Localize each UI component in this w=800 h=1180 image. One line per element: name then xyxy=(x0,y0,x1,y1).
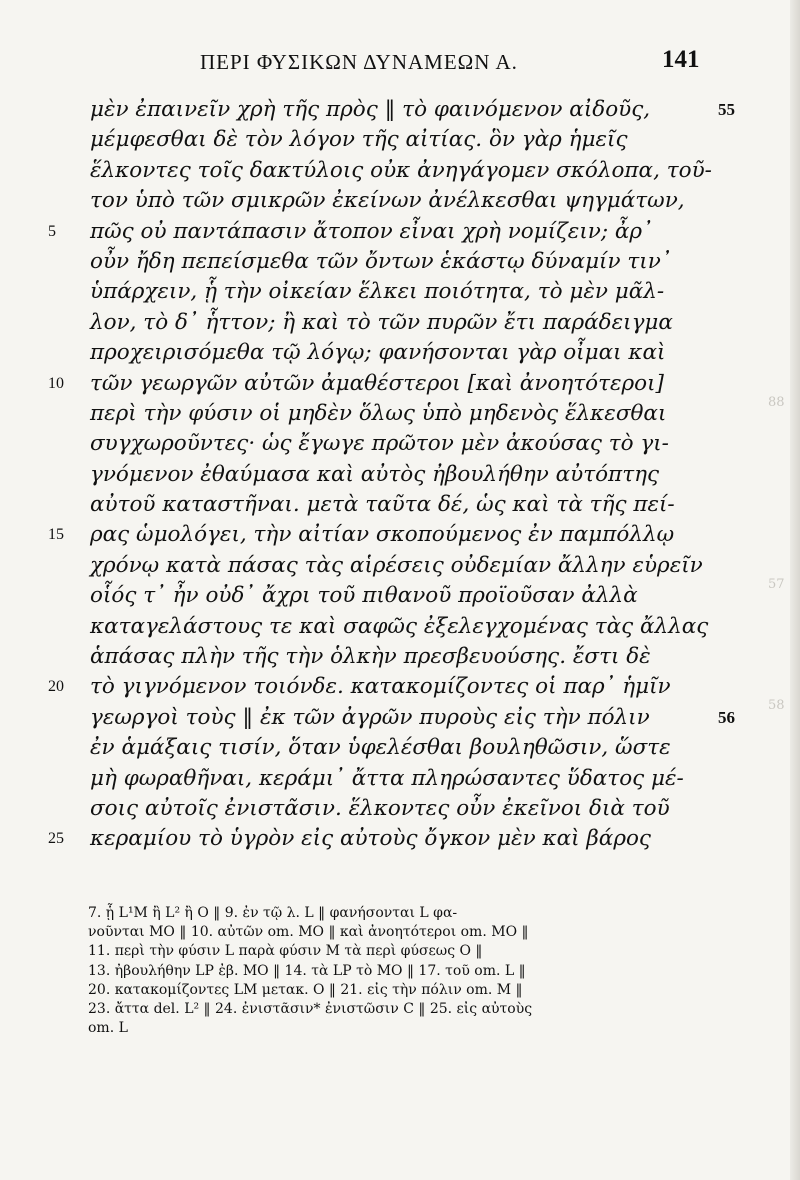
footnote-line: 11. περὶ τὴν φύσιν L παρὰ φύσιν M τὰ περὶ φύσεως O ‖ xyxy=(88,943,483,960)
line-text: κεραμίου τὸ ὑγρὸν εἰς αὐτοὺς ὄγκον μὲν καὶ βάρος xyxy=(90,826,651,852)
next-page-edge xyxy=(790,0,800,1180)
text-line xyxy=(48,794,778,824)
text-line xyxy=(48,460,778,490)
text-line xyxy=(48,551,778,581)
line-text: λον, τὸ δ᾽ ἧττον; ἢ καὶ τὸ τῶν πυρῶν ἔτι παράδειγμα xyxy=(90,309,673,335)
line-number: 20 xyxy=(48,678,64,696)
main-text xyxy=(48,95,778,855)
text-line xyxy=(48,490,778,520)
line-text: γνόμενον ἐθαύμασα καὶ αὐτὸς ἠβουλήθην αὐτόπτης xyxy=(90,461,660,487)
line-text: ἕλκοντες τοῖς δακτύλοις οὐκ ἀνηγάγομεν σκόλοπα, τοῦ- xyxy=(90,157,712,183)
line-text: χρόνῳ κατὰ πάσας τὰς αἱρέσεις οὐδεμίαν ἄλλην εὑρεῖν xyxy=(90,552,703,578)
line-text: προχειρισόμεθα τῷ λόγῳ; φανήσονται γὰρ οἶμαι καὶ xyxy=(90,340,666,366)
text-line xyxy=(48,338,778,368)
line-text: πῶς οὐ παντάπασιν ἄτοπον εἶναι χρὴ νομίζειν; ἆρ᾽ xyxy=(90,218,653,244)
text-line xyxy=(48,369,778,399)
line-text: μὲν ἐπαινεῖν χρὴ τῆς πρὸς ‖ τὸ φαινόμενον αἰδοῦς, xyxy=(90,97,651,122)
line-text: τον ὑπὸ τῶν σμικρῶν ἐκείνων ἀνέλκεσθαι ψηγμάτων, xyxy=(90,188,685,214)
text-line xyxy=(48,581,778,611)
margin-reference: 56 xyxy=(718,707,735,727)
text-line xyxy=(48,247,778,277)
footnote-line: 23. ἄττα del. L² ‖ 24. ἐνιστᾶσιν* ἐνιστῶσιν C ‖ 25. εἰς αὐτοὺς xyxy=(88,1000,533,1017)
text-line xyxy=(48,642,778,672)
text-line xyxy=(48,399,778,429)
text-line xyxy=(48,186,778,216)
line-text: γεωργοὶ τοὺς ‖ ἐκ τῶν ἀγρῶν πυροὺς εἰς τὴν πόλιν xyxy=(90,704,650,730)
line-text: μέμφεσθαι δὲ τὸν λόγον τῆς αἰτίας. ὃν γὰρ ἡμεῖς xyxy=(90,127,628,153)
text-line xyxy=(48,703,778,733)
text-line xyxy=(48,217,778,247)
line-text: περὶ τὴν φύσιν οἱ μηδὲν ὅλως ὑπὸ μηδενὸς ἕλκεσθαι xyxy=(90,400,667,426)
footnote-line: om. L xyxy=(88,1020,128,1037)
text-line xyxy=(48,308,778,338)
text-line xyxy=(48,672,778,702)
footnote-line: 20. κατακομίζοντες LM μετακ. O ‖ 21. εἰς τὴν πόλιν om. M ‖ xyxy=(88,981,523,998)
footnote-line: 7. ᾗ L¹M ἢ L² ἢ O ‖ 9. ἐν τῷ λ. L ‖ φανήσονται L φα- xyxy=(88,905,458,921)
text-line xyxy=(48,824,778,854)
footnote-line: 13. ἠβουλήθην LP ἐβ. MO ‖ 14. τὰ LP τὸ MO ‖ 17. τοῦ om. L ‖ xyxy=(88,962,526,979)
line-text: ρας ὡμολόγει, τὴν αἰτίαν σκοπούμενος ἐν παμπόλλῳ xyxy=(90,522,675,548)
running-header xyxy=(200,42,780,82)
page-title: ΠΕΡΙ ΦΥΣΙΚΩΝ ΔΥΝΑΜΕΩΝ Α. xyxy=(200,50,518,74)
line-number: 10 xyxy=(48,374,64,392)
line-text: ἁπάσας πλὴν τῆς τὴν ὁλκὴν πρεσβευούσης. ἔστι δὲ xyxy=(90,644,651,670)
text-line xyxy=(48,95,778,125)
text-line xyxy=(48,520,778,550)
line-text: τὸ γιγνόμενον τοιόνδε. κατακομίζοντες οἱ παρ᾽ ἡμῖν xyxy=(90,674,671,700)
line-text: συγχωροῦντες· ὡς ἔγωγε πρῶτον μὲν ἀκούσας τὸ γι- xyxy=(90,431,669,457)
bleed-mark: 88 xyxy=(768,395,785,410)
critical-apparatus xyxy=(88,904,728,1038)
line-number: 15 xyxy=(48,526,64,544)
line-number: 5 xyxy=(48,222,56,240)
bleed-mark: 57 xyxy=(768,577,785,592)
line-text: καταγελάστους τε καὶ σαφῶς ἐξελεγχομένας τὰς ἄλλας xyxy=(90,613,709,639)
line-text: αὐτοῦ καταστῆναι. μετὰ ταῦτα δέ, ὡς καὶ τὰ τῆς πεί- xyxy=(90,492,675,518)
text-line xyxy=(48,156,778,186)
text-line xyxy=(48,429,778,459)
line-text: οὖν ἤδη πεπείσμεθα τῶν ὄντων ἑκάστῳ δύναμίν τιν᾽ xyxy=(90,248,672,274)
line-text: μὴ φωραθῆναι, κεράμι᾽ ἄττα πληρώσαντες ὕδατος μέ- xyxy=(90,765,684,791)
margin-reference: 55 xyxy=(718,100,735,119)
text-line xyxy=(48,612,778,642)
line-text: ἐν ἁμάξαις τισίν, ὅταν ὑφελέσθαι βουληθῶσιν, ὥστε xyxy=(90,735,671,761)
page-number: 141 xyxy=(662,46,700,73)
text-line xyxy=(48,125,778,155)
bleed-mark: 58 xyxy=(768,698,785,713)
text-line xyxy=(48,277,778,307)
line-text: οἷός τ᾽ ἦν οὐδ᾽ ἄχρι τοῦ πιθανοῦ προϊοῦσαν ἀλλὰ xyxy=(90,583,638,609)
line-text: σοις αὐτοῖς ἐνιστᾶσιν. ἕλκοντες οὖν ἐκεῖνοι διὰ τοῦ xyxy=(90,795,670,821)
line-number: 25 xyxy=(48,830,64,848)
text-line xyxy=(48,733,778,763)
line-text: τῶν γεωργῶν αὐτῶν ἀμαθέστεροι [καὶ ἀνοητότεροι] xyxy=(90,370,664,396)
footnote-line: νοῦνται MO ‖ 10. αὐτῶν om. MO ‖ καὶ ἀνοητότεροι om. MO ‖ xyxy=(88,924,529,941)
text-line xyxy=(48,764,778,794)
line-text: ὑπάρχειν, ᾗ τὴν οἰκείαν ἕλκει ποιότητα, τὸ μὲν μᾶλ- xyxy=(90,279,665,305)
